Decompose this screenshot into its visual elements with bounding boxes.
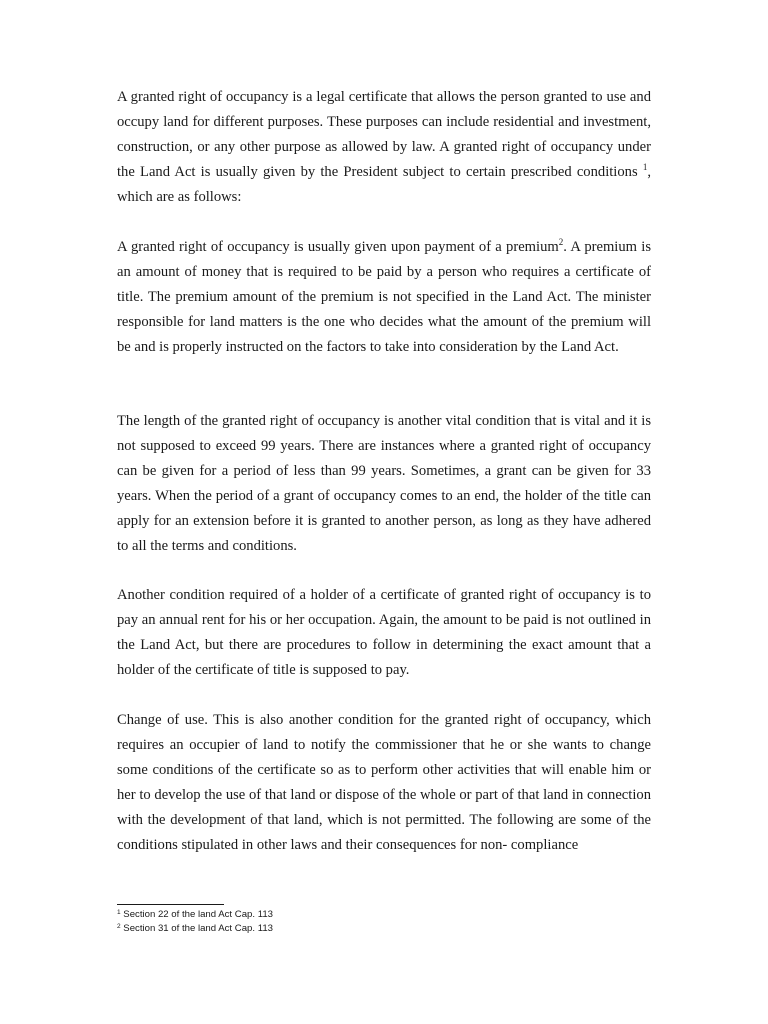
footnote-reference-1[interactable]: 1 (642, 161, 648, 172)
paragraph-annual-rent: Another condition required of a holder of a certificate of granted right of occupancy is to pay an annual rent for his or her occupation. Again, the amount to be paid is not outlined in the Land Act, but there are procedures to follow in determining the exact amount that a holder of the certificate of title is supposed to pay. (117, 587, 651, 678)
paragraph-length-of-occupancy: The length of the granted right of occupancy is another vital condition that is vital and it is not supposed to exceed 99 years. There are instances where a granted right of occupancy can be given for a period of less than 99 years. Sometimes, a grant can be given for 33 years. When the period of a grant of occupancy comes to an end, the holder of the title can apply for an extension before it is granted to another person, as long as they have adhered to all the terms and conditions. (117, 413, 651, 554)
footnote-mark: 2 (117, 923, 121, 930)
footnote-text: Section 22 of the land Act Cap. 113 (120, 909, 273, 920)
footnote-reference-2[interactable]: 2 (558, 237, 564, 247)
paragraph-text: A granted right of occupancy is a legal certificate that allows the person granted to use and occupy land for different purposes. These purposes can include residential and investment, construction, or any other purpose as allowed by law. A granted right of occupancy under the Land Act is usually given by the President subject to certain prescribed conditions (117, 89, 651, 180)
footnote-mark: 1 (117, 909, 121, 916)
paragraph-text: , which are as follows: (117, 163, 651, 205)
footnote-2 (117, 922, 537, 935)
paragraph-granted-right-definition (117, 85, 651, 210)
paragraph-premium (117, 235, 651, 360)
paragraph-change-of-use: Change of use. This is also another condition for the granted right of occupancy, which requires an occupier of land to notify the commissioner that he or she wants to change some conditions of the certificate so as to perform other activities that will enable him or her to develop the use of that land or dispose of the whole or part of that land in connection with the development of that land, which is not permitted. The following are some of the conditions stipulated in other laws and their consequences for non- compliance (117, 712, 651, 853)
footnote-1 (117, 908, 537, 921)
paragraph-text: A granted right of occupancy is usually given upon payment of a premium (117, 239, 559, 255)
paragraph-text: . A premium is an amount of money that is required to be paid by a person who requires a certificate of title. The premium amount of the premium is not specified in the Land Act. The minister responsible for land matters is the one who decides what the amount of the premium will be and is properly instructed on the factors to take into consideration by the Land Act. (117, 239, 651, 355)
footnote-separator (117, 904, 224, 905)
footnote-text: Section 31 of the land Act Cap. 113 (120, 923, 273, 934)
